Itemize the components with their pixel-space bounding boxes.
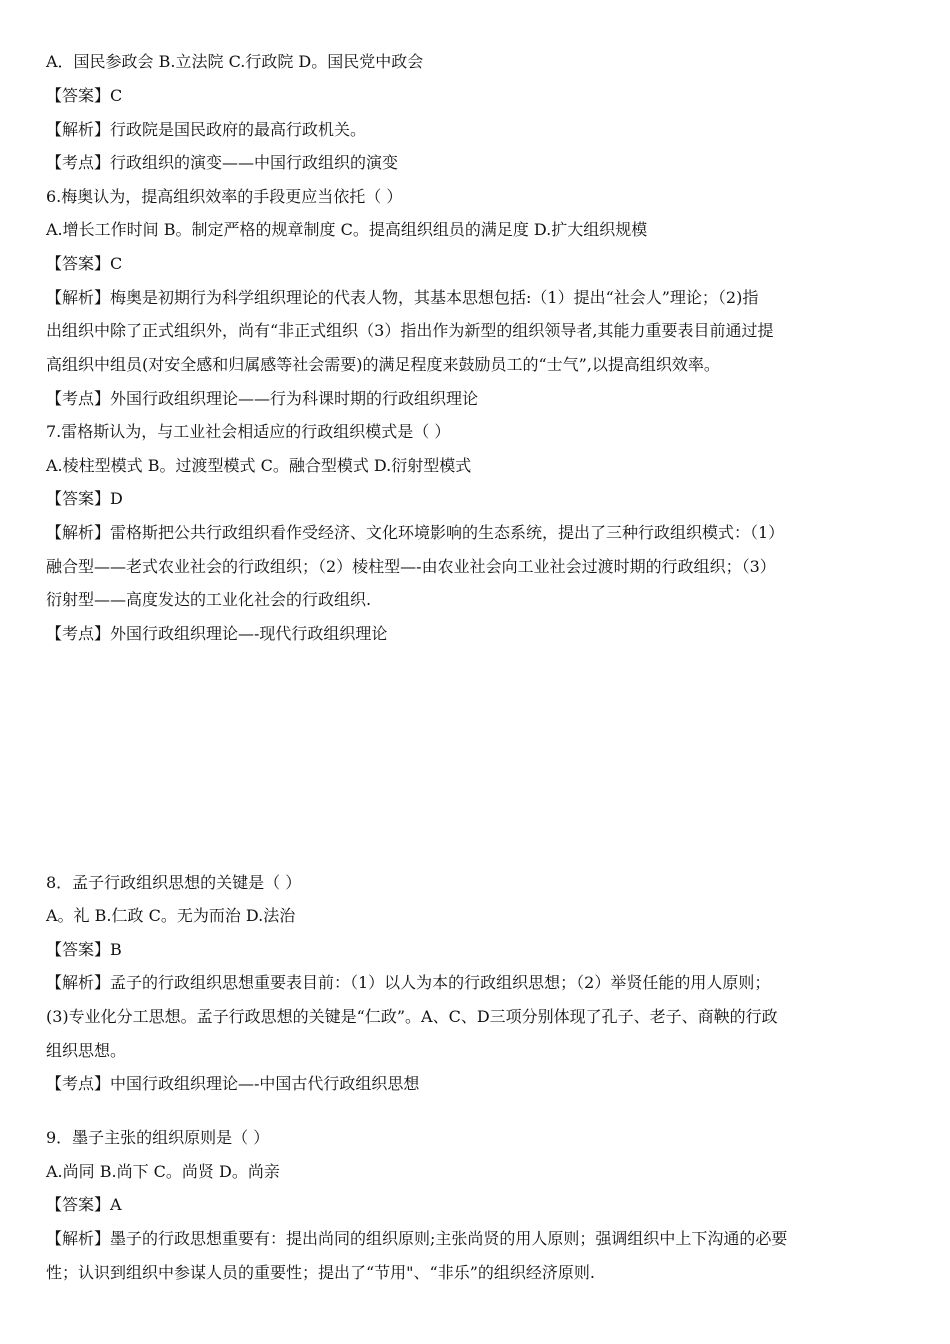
q5-key-point: 【考点】行政组织的演变——中国行政组织的演变	[46, 153, 399, 172]
q8-key-point: 【考点】中国行政组织理论—-中国古代行政组织思想	[46, 1074, 420, 1093]
q9-analysis-line-2: 性；认识到组织中参谋人员的重要性；提出了“节用"、“非乐”的组织经济原则.	[46, 1263, 595, 1282]
q7-analysis-line-2: 融合型——老式农业社会的行政组织；（2）棱柱型—-由农业社会向工业社会过渡时期的行政组织；（3）	[46, 557, 776, 576]
q9-question: 9．墨子主张的组织原则是（ ）	[46, 1128, 270, 1147]
q6-analysis-line-3: 高组织中组员(对安全感和归属感等社会需要)的满足程度来鼓励员工的“士气”,以提高组织效率。	[46, 355, 720, 374]
q6-options: A.增长工作时间 B。制定严格的规章制度 C。提高组织组员的满足度 D.扩大组织规模	[46, 220, 648, 239]
q8-analysis-line-3: 组织思想。	[46, 1041, 127, 1060]
q8-question: 8．孟子行政组织思想的关键是（ ）	[46, 873, 302, 892]
q5-answer: 【答案】C	[46, 86, 123, 105]
q6-key-point: 【考点】外国行政组织理论——行为科课时期的行政组织理论	[46, 389, 479, 408]
q6-answer: 【答案】C	[46, 254, 123, 273]
q9-analysis-line-1: 【解析】墨子的行政思想重要有：提出尚同的组织原则;主张尚贤的用人原则；强调组织中上下沟通的必要	[46, 1229, 788, 1248]
q7-analysis-line-3: 衍射型——高度发达的工业化社会的行政组织.	[46, 590, 372, 609]
q7-options: A.棱柱型模式 B。过渡型模式 C。融合型模式 D.衍射型模式	[46, 456, 472, 475]
q5-options: A．国民参政会 B.立法院 C.行政院 D。国民党中政会	[46, 52, 424, 71]
q6-question: 6.梅奥认为，提高组织效率的手段更应当依托（ ）	[46, 187, 403, 206]
q7-analysis-line-1: 【解析】雷格斯把公共行政组织看作受经济、文化环境影响的生态系统，提出了三种行政组织模式：（1）	[46, 523, 785, 542]
q7-key-point: 【考点】外国行政组织理论—-现代行政组织理论	[46, 624, 388, 643]
q6-analysis-line-2: 出组织中除了正式组织外，尚有“非正式组织（3）指出作为新型的组织领导者,其能力重要表目前通过提	[46, 321, 774, 340]
q7-question: 7.雷格斯认为，与工业社会相适应的行政组织模式是（ ）	[46, 422, 451, 441]
q6-analysis-line-1: 【解析】梅奥是初期行为科学组织理论的代表人物，其基本思想包括:（1）提出“社会人”理论；（2)指	[46, 288, 759, 307]
q8-options: A。礼 B.仁政 C。无为而治 D.法治	[46, 906, 296, 925]
q7-answer: 【答案】D	[46, 489, 123, 508]
q8-analysis-line-2: (3)专业化分工思想。孟子行政思想的关键是“仁政”。A、C、D三项分别体现了孔子、老子、商鞅的行政	[46, 1007, 778, 1026]
q5-analysis: 【解析】行政院是国民政府的最高行政机关。	[46, 120, 367, 139]
q9-answer: 【答案】A	[46, 1195, 122, 1214]
q9-options: A.尚同 B.尚下 C。尚贤 D。尚亲	[46, 1162, 280, 1181]
q8-answer: 【答案】B	[46, 940, 122, 959]
q8-analysis-line-1: 【解析】孟子的行政组织思想重要表目前：（1）以人为本的行政组织思想；（2）举贤任能的用人原则；	[46, 973, 771, 992]
